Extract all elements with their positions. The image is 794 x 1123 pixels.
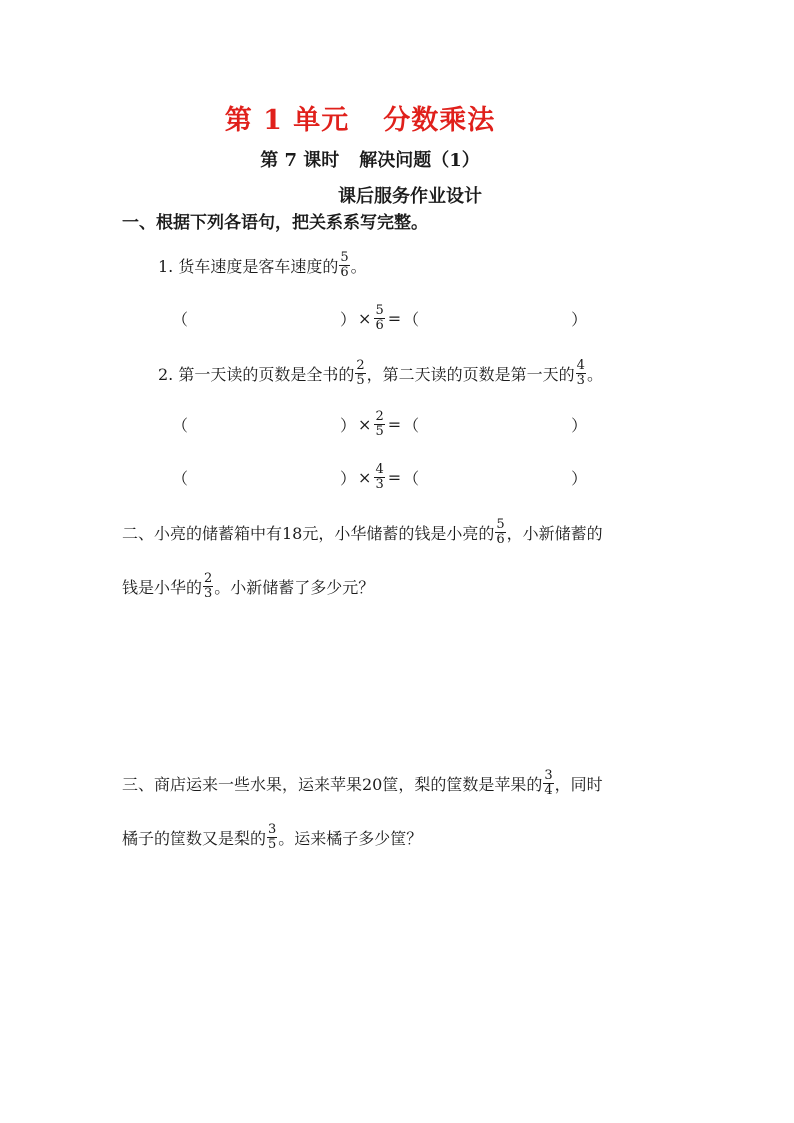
lesson-number: 第 7 课时 — [260, 150, 340, 171]
unit-title — [0, 98, 720, 137]
fraction: $\frac{2}{5}$ — [375, 408, 384, 439]
answer-row-3: （ ） × $\frac{4}{3}$ = （ ） — [172, 461, 588, 492]
answer-row-1: （ ） × $\frac{5}{6}$ = （ ） — [172, 302, 588, 333]
unit-number: 第 1 单元 — [224, 105, 350, 136]
section2-line-2: 钱是小华的 $\frac{2}{3}$ 。小新储蓄了多少元？ — [122, 570, 375, 601]
section3-line-1: 三、商店运来一些水果，运来苹果20筐，梨的筐数是苹果的 $\frac{3}{4}$ ，同时 — [122, 767, 603, 798]
section1-heading: 一、根据下列各语句，把关系系写完整。 — [122, 213, 428, 233]
lesson-name: 解决问题（1） — [359, 150, 480, 171]
fraction: $\frac{2}{3}$ — [204, 570, 213, 601]
fraction: $\frac{3}{4}$ — [544, 767, 553, 798]
worksheet-subtitle: 课后服务作业设计 — [338, 186, 482, 207]
fraction: $\frac{5}{6}$ — [340, 249, 349, 280]
fraction: $\frac{5}{6}$ — [375, 302, 384, 333]
answer-row-2: （ ） × $\frac{2}{5}$ = （ ） — [172, 408, 588, 439]
fraction: $\frac{4}{3}$ — [576, 357, 585, 388]
section3-line-2: 橘子的筐数又是梨的 $\frac{3}{5}$ 。运来橘子多少筐？ — [122, 821, 423, 852]
unit-name: 分数乘法 — [383, 105, 496, 136]
fraction: $\frac{2}{5}$ — [356, 357, 365, 388]
fraction: $\frac{3}{5}$ — [268, 821, 277, 852]
lesson-title — [0, 146, 740, 172]
question-1: 1. 货车速度是客车速度的 $\frac{5}{6}$ 。 — [158, 249, 367, 280]
question-2: 2. 第一天读的页数是全书的 $\frac{2}{5}$ ，第二天读的页数是第一天的 $\frac{4}{3}$ 。 — [158, 357, 603, 388]
fraction: $\frac{4}{3}$ — [375, 461, 384, 492]
fraction: $\frac{5}{6}$ — [496, 516, 505, 547]
section2-line-1: 二、小亮的储蓄箱中有18元，小华储蓄的钱是小亮的 $\frac{5}{6}$ ，小新储蓄的 — [122, 516, 603, 547]
